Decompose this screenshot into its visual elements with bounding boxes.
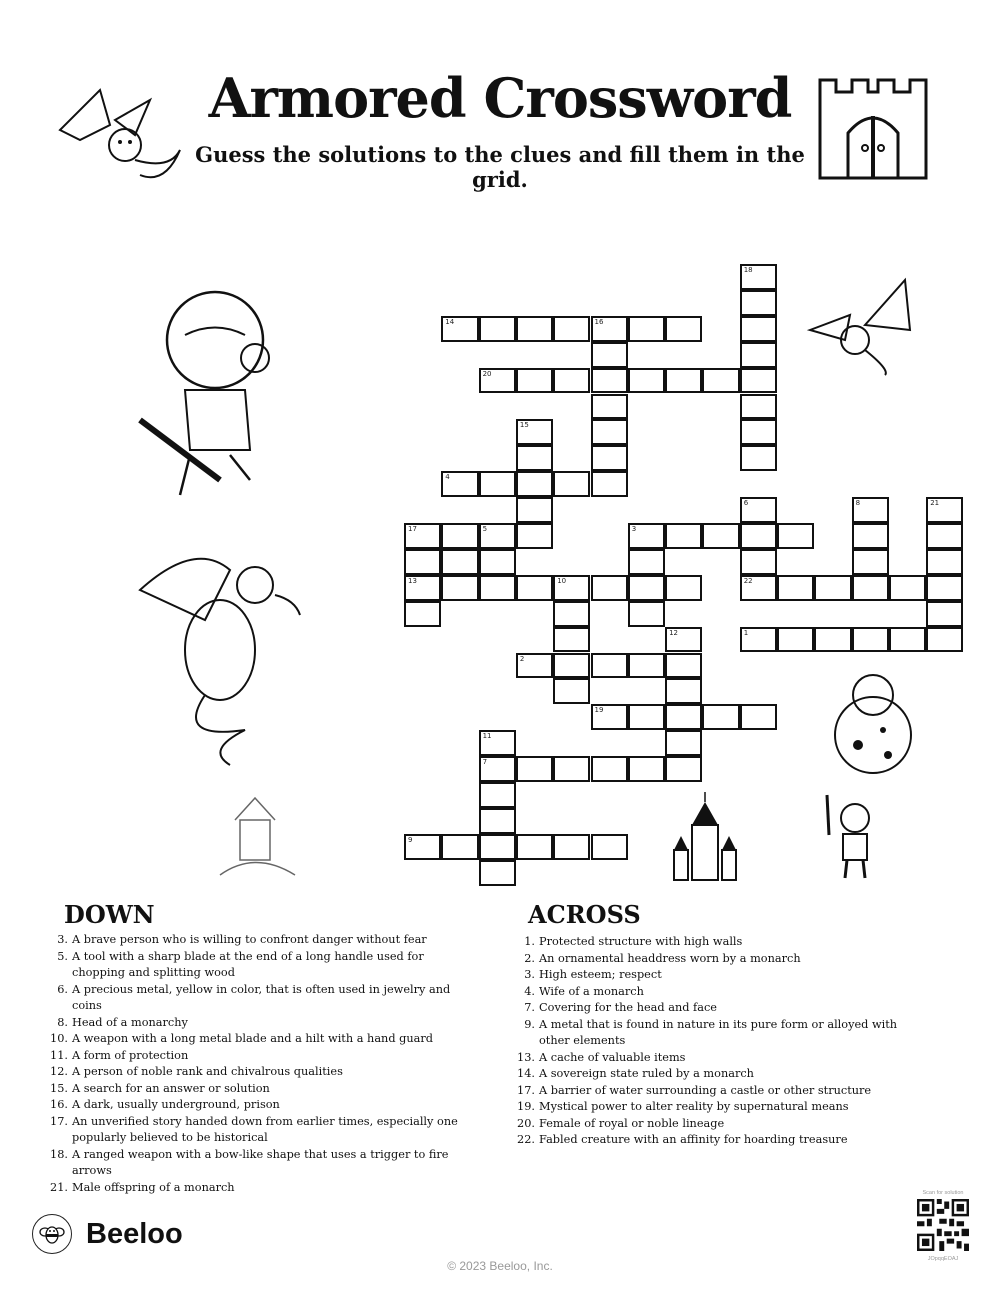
grid-cell[interactable] [628, 601, 665, 627]
grid-cell[interactable] [628, 653, 665, 679]
grid-cell[interactable] [702, 368, 739, 394]
down-clue [48, 982, 468, 1015]
bee-icon [32, 1214, 72, 1254]
solution-qr[interactable] [915, 1190, 971, 1262]
clue-number: 4. [524, 984, 535, 998]
clue-number: 8 [855, 499, 861, 508]
down-clue [48, 1180, 468, 1197]
grid-cell[interactable] [516, 523, 553, 549]
clue-text: A person of noble rank and chivalrous qualities [72, 1065, 343, 1078]
clue-text: An ornamental headdress worn by a monarch [539, 951, 801, 965]
grid-cell[interactable] [516, 575, 553, 601]
clue-text: A sovereign state ruled by a monarch [539, 1067, 754, 1080]
grid-cell[interactable] [665, 523, 702, 549]
grid-cell[interactable] [702, 523, 739, 549]
grid-cell[interactable] [740, 704, 777, 730]
grid-cell[interactable] [665, 653, 702, 679]
clue-number: 17. [517, 1083, 535, 1097]
grid-cell[interactable] [591, 368, 628, 394]
grid-cell[interactable] [852, 497, 889, 523]
qr-code-icon [917, 1199, 969, 1251]
clue-number: 9. [524, 1017, 535, 1031]
grid-cell[interactable] [889, 575, 926, 601]
clue-number: 15. [50, 1081, 68, 1095]
grid-cell[interactable] [926, 523, 963, 549]
grid-cell[interactable] [889, 627, 926, 653]
clue-text: A form of protection [72, 1048, 189, 1062]
grid-cell[interactable] [516, 756, 553, 782]
clue-number: 13 [408, 576, 417, 585]
clue-number: 3. [524, 968, 535, 981]
clue-number: 2 [519, 654, 525, 663]
knight-small-icon [815, 790, 885, 880]
grid-cell[interactable] [591, 575, 628, 601]
grid-cell[interactable] [479, 860, 516, 886]
clue-number: 17. [50, 1114, 68, 1128]
grid-cell[interactable] [665, 756, 702, 782]
knight-illustration [130, 280, 290, 510]
grid-cell[interactable] [665, 704, 702, 730]
grid-cell[interactable] [926, 601, 963, 627]
page-title: Armored Crossword [208, 66, 792, 130]
grid-cell[interactable] [740, 316, 777, 342]
grid-cell[interactable] [665, 627, 702, 653]
clue-number: 1. [524, 935, 535, 948]
grid-cell[interactable] [591, 394, 628, 420]
grid-cell[interactable] [479, 471, 516, 497]
grid-cell[interactable] [553, 678, 590, 704]
across-clue [515, 1116, 915, 1133]
grid-cell[interactable] [777, 627, 814, 653]
grid-cell[interactable] [591, 471, 628, 497]
clue-number: 7 [482, 758, 488, 767]
across-clue [515, 984, 915, 1001]
down-clue [48, 949, 468, 982]
clue-number: 9 [408, 835, 413, 844]
grid-cell[interactable] [553, 834, 590, 860]
clue-number: 20 [482, 369, 492, 378]
grid-cell[interactable] [740, 368, 777, 394]
across-clue [515, 967, 915, 984]
dragon-fire-illustration [135, 540, 305, 770]
castle-on-hill-icon [215, 790, 300, 880]
clue-text: Fabled creature with an affinity for hoarding treasure [539, 1133, 848, 1146]
grid-cell[interactable] [553, 575, 590, 601]
across-clue [515, 951, 915, 968]
grid-cell[interactable] [404, 834, 441, 860]
copyright: © 2023 Beeloo, Inc. [447, 1259, 553, 1273]
grid-cell[interactable] [665, 730, 702, 756]
grid-cell[interactable] [553, 627, 590, 653]
grid-cell[interactable] [665, 575, 702, 601]
grid-cell[interactable] [479, 756, 516, 782]
grid-cell[interactable] [628, 316, 665, 342]
beeloo-logo [32, 1214, 183, 1254]
across-clue [515, 1066, 915, 1083]
grid-cell[interactable] [553, 756, 590, 782]
clue-number: 6 [743, 499, 749, 508]
clue-number: 3 [631, 525, 637, 533]
grid-cell[interactable] [591, 316, 628, 342]
grid-cell[interactable] [740, 419, 777, 445]
small-dragon-icon [805, 275, 925, 380]
clue-number: 18. [50, 1147, 68, 1161]
grid-cell[interactable] [404, 575, 441, 601]
grid-cell[interactable] [665, 678, 702, 704]
grid-cell[interactable] [814, 627, 851, 653]
grid-cell[interactable] [628, 756, 665, 782]
grid-cell[interactable] [516, 497, 553, 523]
clue-number: 21. [50, 1180, 68, 1194]
clue-number: 15 [519, 421, 529, 430]
clue-text: Female of royal or noble lineage [539, 1116, 725, 1130]
down-clue [48, 1097, 468, 1114]
clue-text: A tool with a sharp blade at the end of a long handle used for chopping and splitting wood [72, 949, 424, 979]
grid-cell[interactable] [591, 445, 628, 471]
grid-cell[interactable] [740, 523, 777, 549]
grid-cell[interactable] [740, 290, 777, 316]
grid-cell[interactable] [740, 627, 777, 653]
clue-text: A metal that is found in nature in its pure form or alloyed with other elements [539, 1017, 898, 1047]
grid-cell[interactable] [740, 549, 777, 575]
clue-text: Protected structure with high walls [539, 935, 743, 948]
clue-text: Mystical power to alter reality by supernatural means [539, 1100, 849, 1113]
grid-cell[interactable] [553, 601, 590, 627]
grid-cell[interactable] [479, 730, 516, 756]
clue-text: Wife of a monarch [539, 984, 644, 998]
grid-cell[interactable] [479, 368, 516, 394]
grid-cell[interactable] [702, 704, 739, 730]
down-clue [48, 1064, 468, 1081]
clue-number: 7. [524, 1001, 535, 1014]
grid-cell[interactable] [479, 575, 516, 601]
down-clue [48, 1147, 468, 1180]
clue-number: 16 [594, 317, 604, 326]
clue-text: A barrier of water surrounding a castle or other structure [539, 1083, 872, 1097]
grid-cell[interactable] [926, 497, 963, 523]
grid-cell[interactable] [852, 523, 889, 549]
across-clue [515, 934, 915, 951]
across-heading: ACROSS [528, 900, 641, 929]
clue-text: A search for an answer or solution [72, 1081, 270, 1095]
dragon-flying-icon [40, 70, 185, 190]
clue-number: 13. [517, 1050, 535, 1064]
clue-number: 19 [594, 706, 604, 715]
down-clue [48, 1031, 468, 1048]
grid-cell[interactable] [926, 549, 963, 575]
across-clue [515, 1132, 915, 1149]
clue-number: 12 [669, 628, 679, 637]
grid-cell[interactable] [740, 342, 777, 368]
page-subtitle: Guess the solutions to the clues and fill them in the grid. [195, 142, 805, 192]
clue-number: 17 [408, 525, 417, 533]
grid-cell[interactable] [591, 653, 628, 679]
clue-text: A weapon with a long metal blade and a hilt with a hand guard [72, 1032, 434, 1045]
clue-text: Covering for the head and face [539, 1001, 717, 1014]
grid-cell[interactable] [479, 316, 516, 342]
grid-cell[interactable] [516, 834, 553, 860]
clue-number: 14. [517, 1067, 535, 1080]
down-clue [48, 1015, 468, 1032]
clue-number: 18 [743, 266, 753, 274]
clue-number: 14 [445, 317, 455, 326]
clue-text: Head of a monarchy [72, 1015, 188, 1029]
grid-cell[interactable] [553, 471, 590, 497]
clue-number: 10 [557, 576, 567, 585]
grid-cell[interactable] [553, 316, 590, 342]
clue-number: 10. [50, 1032, 68, 1045]
qr-caption: Scan for solution [922, 1190, 964, 1196]
across-clue [515, 1050, 915, 1067]
clue-number: 3. [57, 933, 68, 946]
grid-cell[interactable] [479, 782, 516, 808]
grid-cell[interactable] [740, 394, 777, 420]
grid-cell[interactable] [740, 497, 777, 523]
across-clue [515, 1099, 915, 1116]
clue-number: 5. [57, 949, 68, 963]
grid-cell[interactable] [404, 523, 441, 549]
grid-cell[interactable] [926, 627, 963, 653]
clue-number: 5 [482, 525, 488, 533]
clue-number: 8. [57, 1015, 68, 1029]
grid-cell[interactable] [926, 575, 963, 601]
across-clue [515, 1017, 915, 1050]
grid-cell[interactable] [591, 756, 628, 782]
clue-text: A dark, usually underground, prison [72, 1098, 280, 1111]
baby-dragon-egg-icon [828, 660, 918, 775]
brand-name: Beeloo [86, 1217, 183, 1250]
grid-cell[interactable] [740, 575, 777, 601]
grid-cell[interactable] [441, 549, 478, 575]
grid-cell[interactable] [479, 549, 516, 575]
down-clue-list [48, 932, 468, 1196]
grid-cell[interactable] [441, 471, 478, 497]
clue-number: 11. [50, 1048, 68, 1062]
grid-cell[interactable] [777, 575, 814, 601]
grid-cell[interactable] [404, 601, 441, 627]
grid-cell[interactable] [553, 653, 590, 679]
grid-cell[interactable] [814, 575, 851, 601]
down-clue [48, 932, 468, 949]
down-heading: DOWN [64, 900, 155, 929]
clue-text: Male offspring of a monarch [72, 1180, 235, 1194]
grid-cell[interactable] [628, 368, 665, 394]
clue-number: 12. [50, 1065, 68, 1078]
clue-text: High esteem; respect [539, 968, 662, 981]
clue-number: 22 [743, 576, 753, 585]
grid-cell[interactable] [479, 808, 516, 834]
grid-cell[interactable] [852, 575, 889, 601]
clue-number: 19. [517, 1100, 535, 1113]
grid-cell[interactable] [404, 549, 441, 575]
clue-number: 6. [57, 982, 68, 996]
grid-cell[interactable] [591, 342, 628, 368]
clue-text: A cache of valuable items [539, 1050, 686, 1064]
grid-cell[interactable] [852, 549, 889, 575]
grid-cell[interactable] [553, 368, 590, 394]
castle-icon [670, 790, 740, 882]
clue-number: 21 [930, 499, 940, 508]
down-clue [48, 1081, 468, 1098]
grid-cell[interactable] [441, 523, 478, 549]
across-clue [515, 1000, 915, 1017]
clue-number: 20. [517, 1116, 535, 1130]
across-clue-list [515, 934, 915, 1149]
grid-cell[interactable] [740, 445, 777, 471]
grid-cell[interactable] [441, 575, 478, 601]
clue-text: A precious metal, yellow in color, that is often used in jewelry and coins [72, 982, 451, 1012]
grid-cell[interactable] [516, 653, 553, 679]
grid-cell[interactable] [777, 523, 814, 549]
grid-cell[interactable] [516, 471, 553, 497]
grid-cell[interactable] [479, 523, 516, 549]
grid-cell[interactable] [591, 834, 628, 860]
qr-code-label: JOpqqEOAJ [927, 1256, 959, 1262]
across-clue [515, 1083, 915, 1100]
grid-cell[interactable] [628, 549, 665, 575]
grid-cell[interactable] [591, 704, 628, 730]
clue-text: A brave person who is willing to confront danger without fear [72, 933, 427, 946]
clue-text: A ranged weapon with a bow-like shape that uses a trigger to fire arrows [72, 1147, 449, 1177]
clue-text: An unverified story handed down from earlier times, especially one popularly believed to be historical [72, 1114, 458, 1144]
grid-cell[interactable] [628, 523, 665, 549]
grid-cell[interactable] [441, 316, 478, 342]
grid-cell[interactable] [479, 834, 516, 860]
grid-cell[interactable] [516, 419, 553, 445]
clue-number: 11 [482, 732, 492, 741]
grid-cell[interactable] [852, 627, 889, 653]
grid-cell[interactable] [516, 368, 553, 394]
clue-number: 4 [445, 473, 450, 482]
clue-number: 1 [743, 628, 749, 637]
grid-cell[interactable] [516, 445, 553, 471]
grid-cell[interactable] [516, 316, 553, 342]
grid-cell[interactable] [665, 368, 702, 394]
grid-cell[interactable] [740, 264, 777, 290]
grid-cell[interactable] [665, 316, 702, 342]
clue-number: 16. [50, 1098, 68, 1111]
grid-cell[interactable] [591, 419, 628, 445]
clue-number: 22. [517, 1133, 535, 1146]
grid-cell[interactable] [441, 834, 478, 860]
castle-gate-icon [818, 78, 928, 180]
grid-cell[interactable] [628, 704, 665, 730]
grid-cell[interactable] [628, 575, 665, 601]
down-clue [48, 1114, 468, 1147]
clue-number: 2. [524, 951, 535, 965]
down-clue [48, 1048, 468, 1065]
